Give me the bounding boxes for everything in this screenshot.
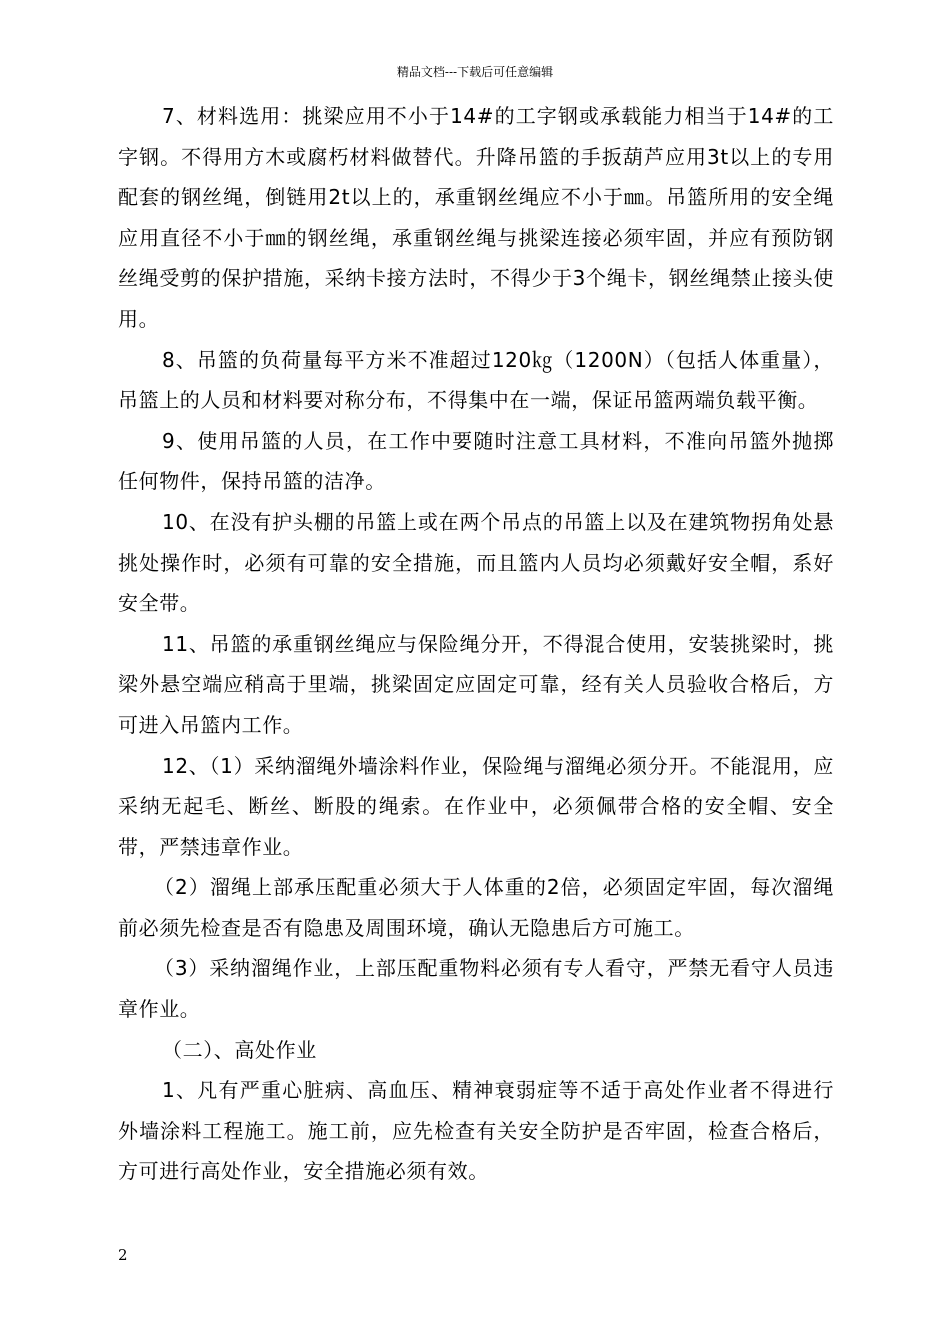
paragraph-10-safety-measures: 10、在没有护头棚的吊篮上或在两个吊点的吊篮上以及在建筑物拐角处悬挑处操作时，必须有可靠的安全措施，而且篮内人员均必须戴好安全帽，系好安全带。 [118, 509, 834, 616]
paragraph-12-slide-rope: 12、（1）采纳溜绳外墙涂料作业，保险绳与溜绳必须分开。不能混用，应采纳无起毛、断丝、断股的绳索。在作业中，必须佩带合格的安全帽、安全带，严禁违章作业。 [118, 753, 834, 859]
paragraph-8-load: 8、吊篮的负荷量每平方米不准超过120㎏（1200N）（包括人体重量），吊篮上的人员和材料要对称分布，不得集中在一端，保证吊篮两端负载平衡。 [118, 347, 834, 413]
paragraph-9-tools: 9、使用吊篮的人员，在工作中要随时注意工具材料，不准向吊篮外抛掷任何物件，保持吊篮的洁净。 [118, 428, 834, 494]
paragraph-11-wire-rope: 11、吊篮的承重钢丝绳应与保险绳分开，不得混合使用，安装挑梁时，挑梁外悬空端应稍高于里端，挑梁固定应固定可靠，经有关人员验收合格后，方可进入吊篮内工作。 [118, 631, 834, 737]
document-body [118, 96, 834, 1192]
paragraph-12-3-guard: （3）采纳溜绳作业，上部压配重物料必须有专人看守，严禁无看守人员违章作业。 [118, 956, 834, 1022]
paragraph-12-2-counterweight: （2）溜绳上部承压配重必须大于人体重的2倍，必须固定牢固，每次溜绳前必须先检查是否有隐患及周围环境，确认无隐患后方可施工。 [118, 875, 834, 940]
page-header: 精品文档---下载后可任意编辑 [396, 65, 554, 79]
paragraph-7-materials: 7、材料选用：挑梁应用不小于14#的工字钢或承载能力相当于14#的工字钢。不得用方木或腐朽材料做替代。升降吊篮的手扳葫芦应用3t以上的专用配套的钢丝绳，倒链用2t以上的，承重钢丝绳应不小于㎜。吊篮所用的安全绳应用直径不小于㎜的钢丝绳，承重钢丝绳与挑梁连接必须牢固，并应有预防钢丝绳受剪的保护措施，采纳卡接方法时，不得少于3个绳卡，钢丝绳禁止接头使用。 [118, 104, 834, 331]
page-number: 2 [118, 1246, 128, 1264]
paragraph-1-health: 1、凡有严重心脏病、高血压、精神衰弱症等不适于高处作业者不得进行外墙涂料工程施工。施工前，应先检查有关安全防护是否牢固，检查合格后，方可进行高处作业，安全措施必须有效。 [118, 1078, 834, 1184]
section-heading-high-altitude: （二）、高处作业 [162, 1037, 317, 1062]
